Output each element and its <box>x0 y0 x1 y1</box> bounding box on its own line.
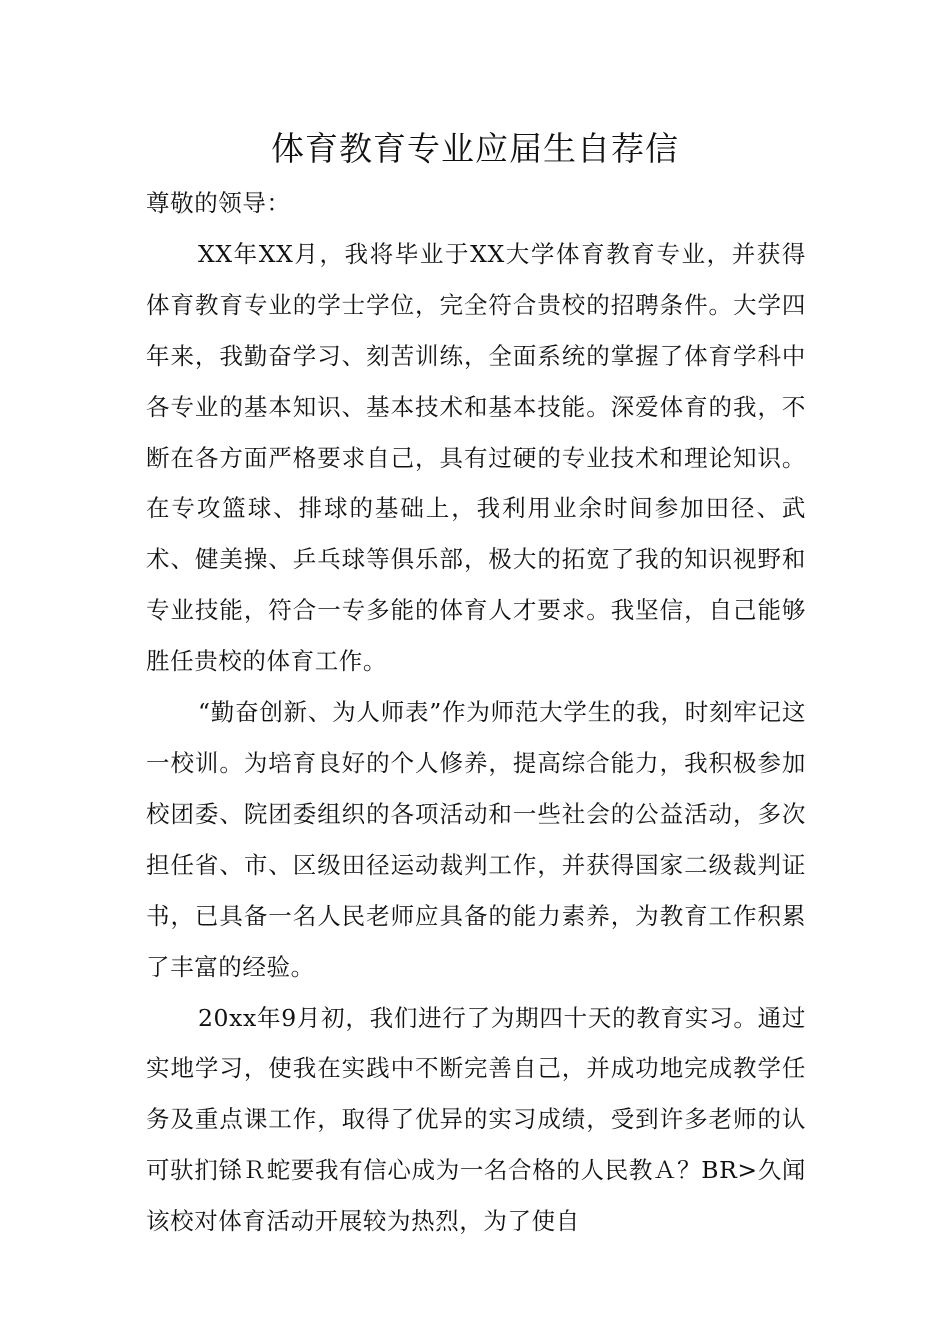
paragraph-3: 20xx年9月初，我们进行了为期四十天的教育实习。通过实地学习，使我在实践中不断完善自己，并成功地完成教学任务及重点课工作，取得了优异的实习成绩，受到许多老师的认可驮扪铩Ｒ蛇要我有信心成为一名合格的人民教Ａ？BR>久闻该校对体育活动开展较为热烈，为了使自 <box>146 1003 806 1236</box>
salutation: 尊敬的领导： <box>146 189 291 217</box>
document-body <box>146 178 806 1247</box>
paragraph-2: “勤奋创新、为人师表”作为师范大学生的我，时刻牢记这一校训。为培育良好的个人修养，提高综合能力，我积极参加校团委、院团委组织的各项活动和一些社会的公益活动，多次担任省、市、区级田径运动裁判工作，并获得国家二级裁判证书，已具备一名人民老师应具备的能力素养，为教育工作积累了丰富的经验。 <box>146 698 806 981</box>
paragraph-1: XX年XX月，我将毕业于XX大学体育教育专业，并获得体育教育专业的学士学位，完全符合贵校的招聘条件。大学四年来，我勤奋学习、刻苦训练，全面系统的掌握了体育学科中各专业的基本知识、基本技术和基本技能。深爱体育的我，不断在各方面严格要求自己，具有过硬的专业技术和理论知识。在专攻篮球、排球的基础上，我利用业余时间参加田径、武术、健美操、乒乓球等俱乐部，极大的拓宽了我的知识视野和专业技能，符合一专多能的体育人才要求。我坚信，自己能够胜任贵校的体育工作。 <box>146 239 806 676</box>
document-title: 体育教育专业应届生自荐信 <box>271 129 679 168</box>
